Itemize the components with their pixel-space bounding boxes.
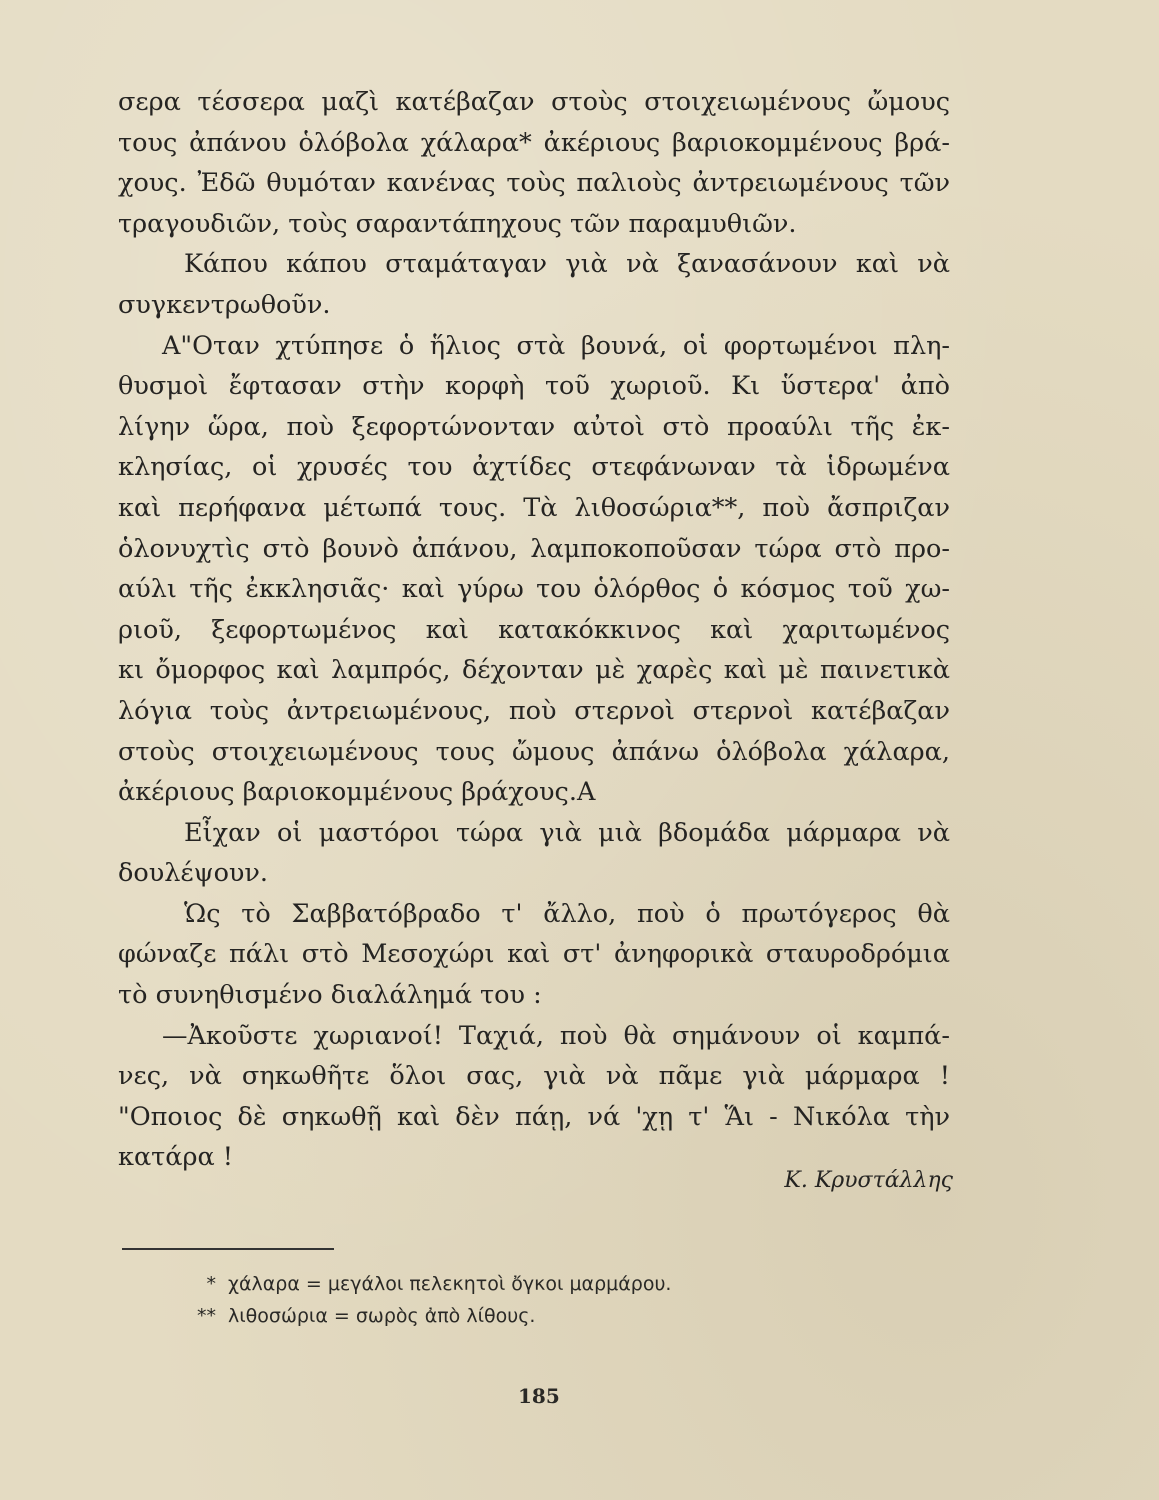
text-line: φώναζε πάλι στὸ Μεσοχώρι καὶ στ' ἀνηφορικὰ σταυροδρόμια (118, 939, 950, 970)
text-line: ριοῦ, ξεφορτωμένος καὶ κατακόκκινος καὶ χαριτωμένος (118, 614, 950, 645)
text-line: συγκεντρωθοῦν. (118, 289, 331, 320)
footnote (186, 1300, 671, 1332)
text-line: στοὺς στοιχειωμένους τους ὤμους ἀπάνω ὁλόβολα χάλαρα, (118, 736, 950, 767)
paragraph (118, 813, 950, 894)
text-line: λόγια τοὺς ἀντρειωμένους, ποὺ στερνοὶ στερνοὶ κατέβαζαν (118, 695, 950, 726)
text-line: τραγουδιῶν, τοὺς σαραντάπηχους τῶν παραμυθιῶν. (118, 208, 797, 239)
text-line: —Ἀκοῦστε χωριανοί! Ταχιά, ποὺ θὰ σημάνουν οἱ καμπά- (162, 1020, 950, 1051)
footnote-text: λιθοσώρια = σωρὸς ἀπὸ λίθους. (228, 1305, 536, 1327)
paragraph (118, 894, 950, 1016)
text-line: νες, νὰ σηκωθῆτε ὅλοι σας, γιὰ νὰ πᾶμε γιὰ μάρμαρα ! (118, 1061, 950, 1092)
footnotes (186, 1268, 671, 1332)
footnote-mark: * (206, 1273, 216, 1295)
text-line: χους. Ἐδῶ θυμόταν κανένας τοὺς παλιοὺς ἀντρειωμένους τῶν (118, 168, 950, 199)
text-line: Α"Οταν χτύπησε ὁ ἥλιος στὰ βουνά, οἱ φορτωμένοι πλη- (162, 330, 950, 361)
paragraph (118, 326, 950, 813)
text-line: κατάρα ! (118, 1142, 234, 1173)
text-line: ὁλονυχτὶς στὸ βουνὸ ἀπάνου, λαμποκοποῦσαν τώρα στὸ προ- (118, 533, 950, 564)
paragraph (118, 1016, 950, 1178)
text-line: λίγην ὥρα, ποὺ ξεφορτώνονταν αὐτοὶ στὸ προαύλι τῆς ἐκ- (118, 411, 950, 442)
text-line: Ὡς τὸ Σαββατόβραδο τ' ἄλλο, ποὺ ὁ πρωτόγερος θὰ (184, 898, 950, 929)
text-line: "Οποιος δὲ σηκωθῇ καὶ δὲν πάῃ, νά 'χῃ τ' Ἅι - Νικόλα τὴν (118, 1101, 950, 1132)
text-line: καὶ περήφανα μέτωπά τους. Τὰ λιθοσώρια**, ποὺ ἄσπριζαν (118, 492, 950, 523)
footnote-text: χάλαρα = μεγάλοι πελεκητοὶ ὄγκοι μαρμάρου. (228, 1273, 672, 1295)
text-line: τὸ συνηθισμένο διαλάλημά του : (118, 980, 542, 1011)
author-signature: Κ. Κρυστάλλης (784, 1168, 953, 1193)
text-line: δουλέψουν. (118, 858, 269, 889)
text-line: σερα τέσσερα μαζὶ κατέβαζαν στοὺς στοιχειωμένους ὤμους (118, 87, 950, 117)
text-line: αύλι τῆς ἐκκλησιᾶς· καὶ γύρω του ὁλόρθος ὁ κόσμος τοῦ χω- (118, 574, 950, 605)
page-number: 185 (518, 1384, 560, 1408)
text-line: θυσμοὶ ἔφτασαν στὴν κορφὴ τοῦ χωριοῦ. Κι ὕστερα' ἀπὸ (118, 371, 950, 402)
text-line: κι ὄμορφος καὶ λαμπρός, δέχονταν μὲ χαρὲς καὶ μὲ παινετικὰ (118, 655, 950, 686)
text-line: τους ἀπάνου ὁλόβολα χάλαρα* ἀκέριους βαριοκομμένους βρά- (118, 127, 950, 158)
text-line: Κάπου κάπου σταμάταγαν γιὰ νὰ ξανασάνουν καὶ νὰ (184, 249, 950, 280)
paragraph (118, 82, 950, 244)
footnote (186, 1268, 671, 1300)
text-line: Εἶχαν οἱ μαστόροι τώρα γιὰ μιὰ βδομάδα μάρμαρα νὰ (184, 817, 950, 848)
body-text (118, 82, 950, 1178)
paragraph (118, 244, 950, 325)
footnote-divider (122, 1248, 334, 1250)
text-line: κλησίας, οἱ χρυσές του ἀχτίδες στεφάνωναν τὰ ἱδρωμένα (118, 452, 950, 483)
footnote-mark: ** (197, 1305, 216, 1327)
text-line: ἀκέριους βαριοκομμένους βράχους.Α (118, 777, 596, 808)
